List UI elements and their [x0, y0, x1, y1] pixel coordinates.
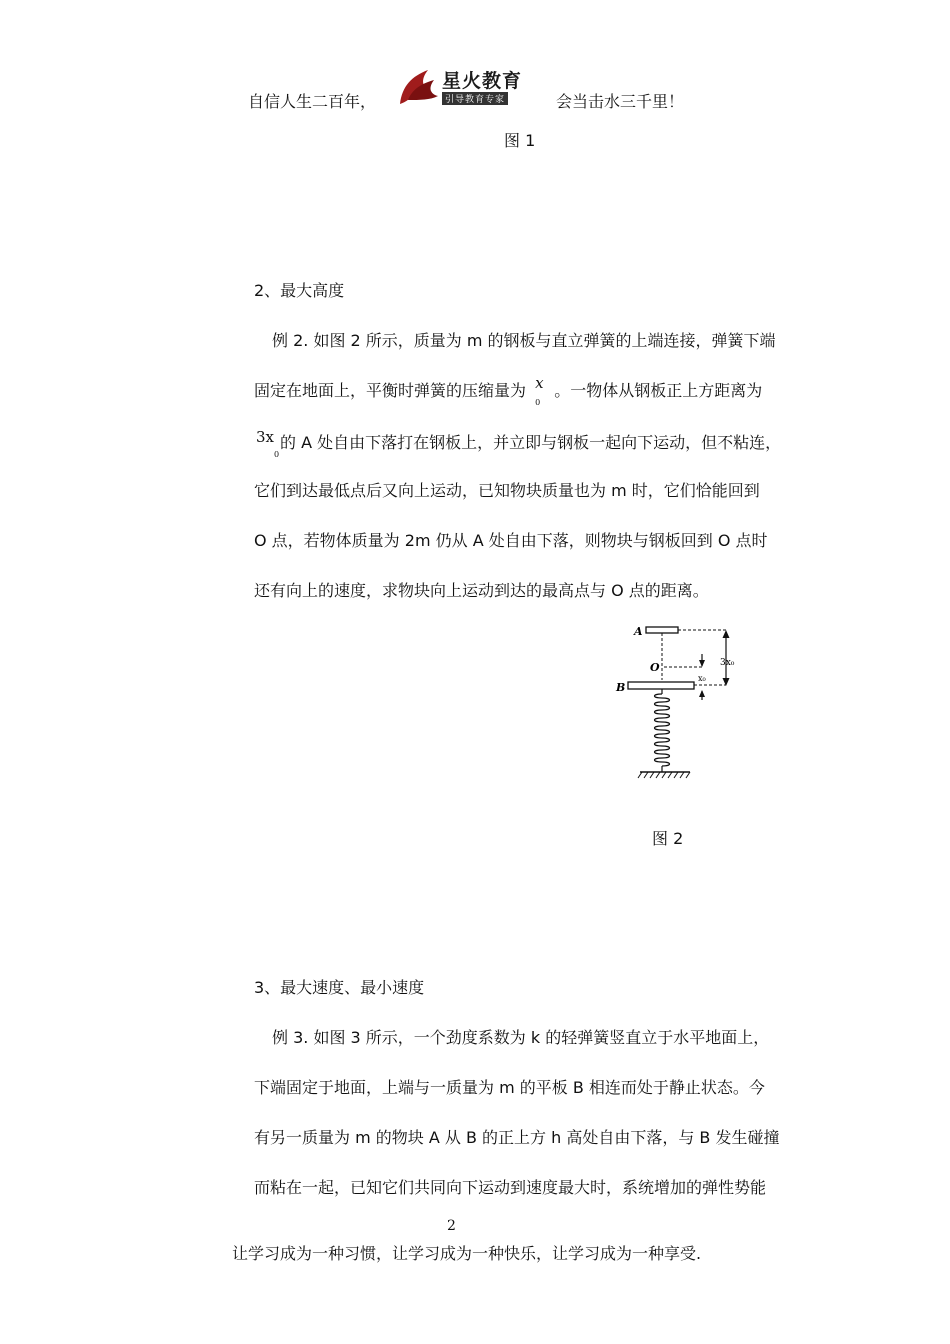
section3-line-2: 下端固定于地面，上端与一质量为 m 的平板 B 相连而处于静止状态。今 — [254, 1078, 765, 1097]
page-number: 2 — [447, 1218, 456, 1234]
header-motto-right: 会当击水三千里！ — [556, 92, 685, 111]
plate-b — [628, 682, 694, 689]
footer-slogan: 让学习成为一种习惯，让学习成为一种快乐，让学习成为一种享受. — [232, 1244, 702, 1263]
label-b: B — [616, 681, 626, 694]
section2-line-5: O 点，若物体质量为 2m 仍从 A 处自由下落，则物块与钢板回到 O 点时 — [254, 531, 768, 550]
label-o: O — [650, 661, 660, 674]
header-motto-left: 自信人生二百年， — [248, 92, 377, 111]
figure2-caption: 图 2 — [652, 829, 684, 848]
section2-line-6: 还有向上的速度，求物块向上运动到达的最高点与 O 点的距离。 — [254, 581, 709, 600]
math-3x0: 3x 0 — [256, 428, 280, 459]
brand-logo — [398, 66, 522, 106]
logo-title: 星火教育 — [442, 70, 523, 92]
figure1-caption: 图 1 — [504, 131, 536, 150]
section2-line-2 — [254, 374, 763, 407]
section2-line-3-text: 的 A 处自由下落打在钢板上，并立即与钢板一起向下运动，但不粘连， — [280, 433, 782, 452]
spring — [655, 694, 670, 766]
section3-line-1: 例 3. 如图 3 所示，一个劲度系数为 k 的轻弹簧竖直立于水平地面上， — [272, 1028, 770, 1047]
spring-plate-diagram — [610, 618, 760, 784]
section2-line-2-text: 固定在地面上，平衡时弹簧的压缩量为 — [254, 381, 527, 400]
plate-a — [646, 627, 678, 633]
flame-logo-icon — [398, 66, 442, 106]
section2-heading: 2、最大高度 — [254, 281, 345, 300]
section3-heading: 3、最大速度、最小速度 — [254, 978, 425, 997]
logo-subtitle: 引导教育专家 — [442, 92, 508, 105]
label-a: A — [634, 625, 643, 638]
section3-line-3: 有另一质量为 m 的物块 A 从 B 的正上方 h 高处自由下落，与 B 发生碰撞 — [254, 1128, 780, 1147]
math-x0: x 0 — [535, 374, 544, 407]
section2-line-4: 它们到达最低点后又向上运动，已知物块质量也为 m 时，它们恰能回到 — [254, 481, 760, 500]
section3-line-4: 而粘在一起，已知它们共同向下运动到速度最大时，系统增加的弹性势能 — [254, 1178, 767, 1197]
section2-line-3 — [254, 428, 782, 459]
section2-line-1: 例 2. 如图 2 所示，质量为 m 的钢板与直立弹簧的上端连接，弹簧下端 — [272, 331, 776, 350]
ground-hatch — [638, 772, 690, 778]
label-3x0: 3x₀ — [720, 658, 735, 668]
label-x0: x₀ — [698, 674, 706, 683]
section2-line-2-text-b: 。一物体从钢板正上方距离为 — [554, 381, 763, 400]
